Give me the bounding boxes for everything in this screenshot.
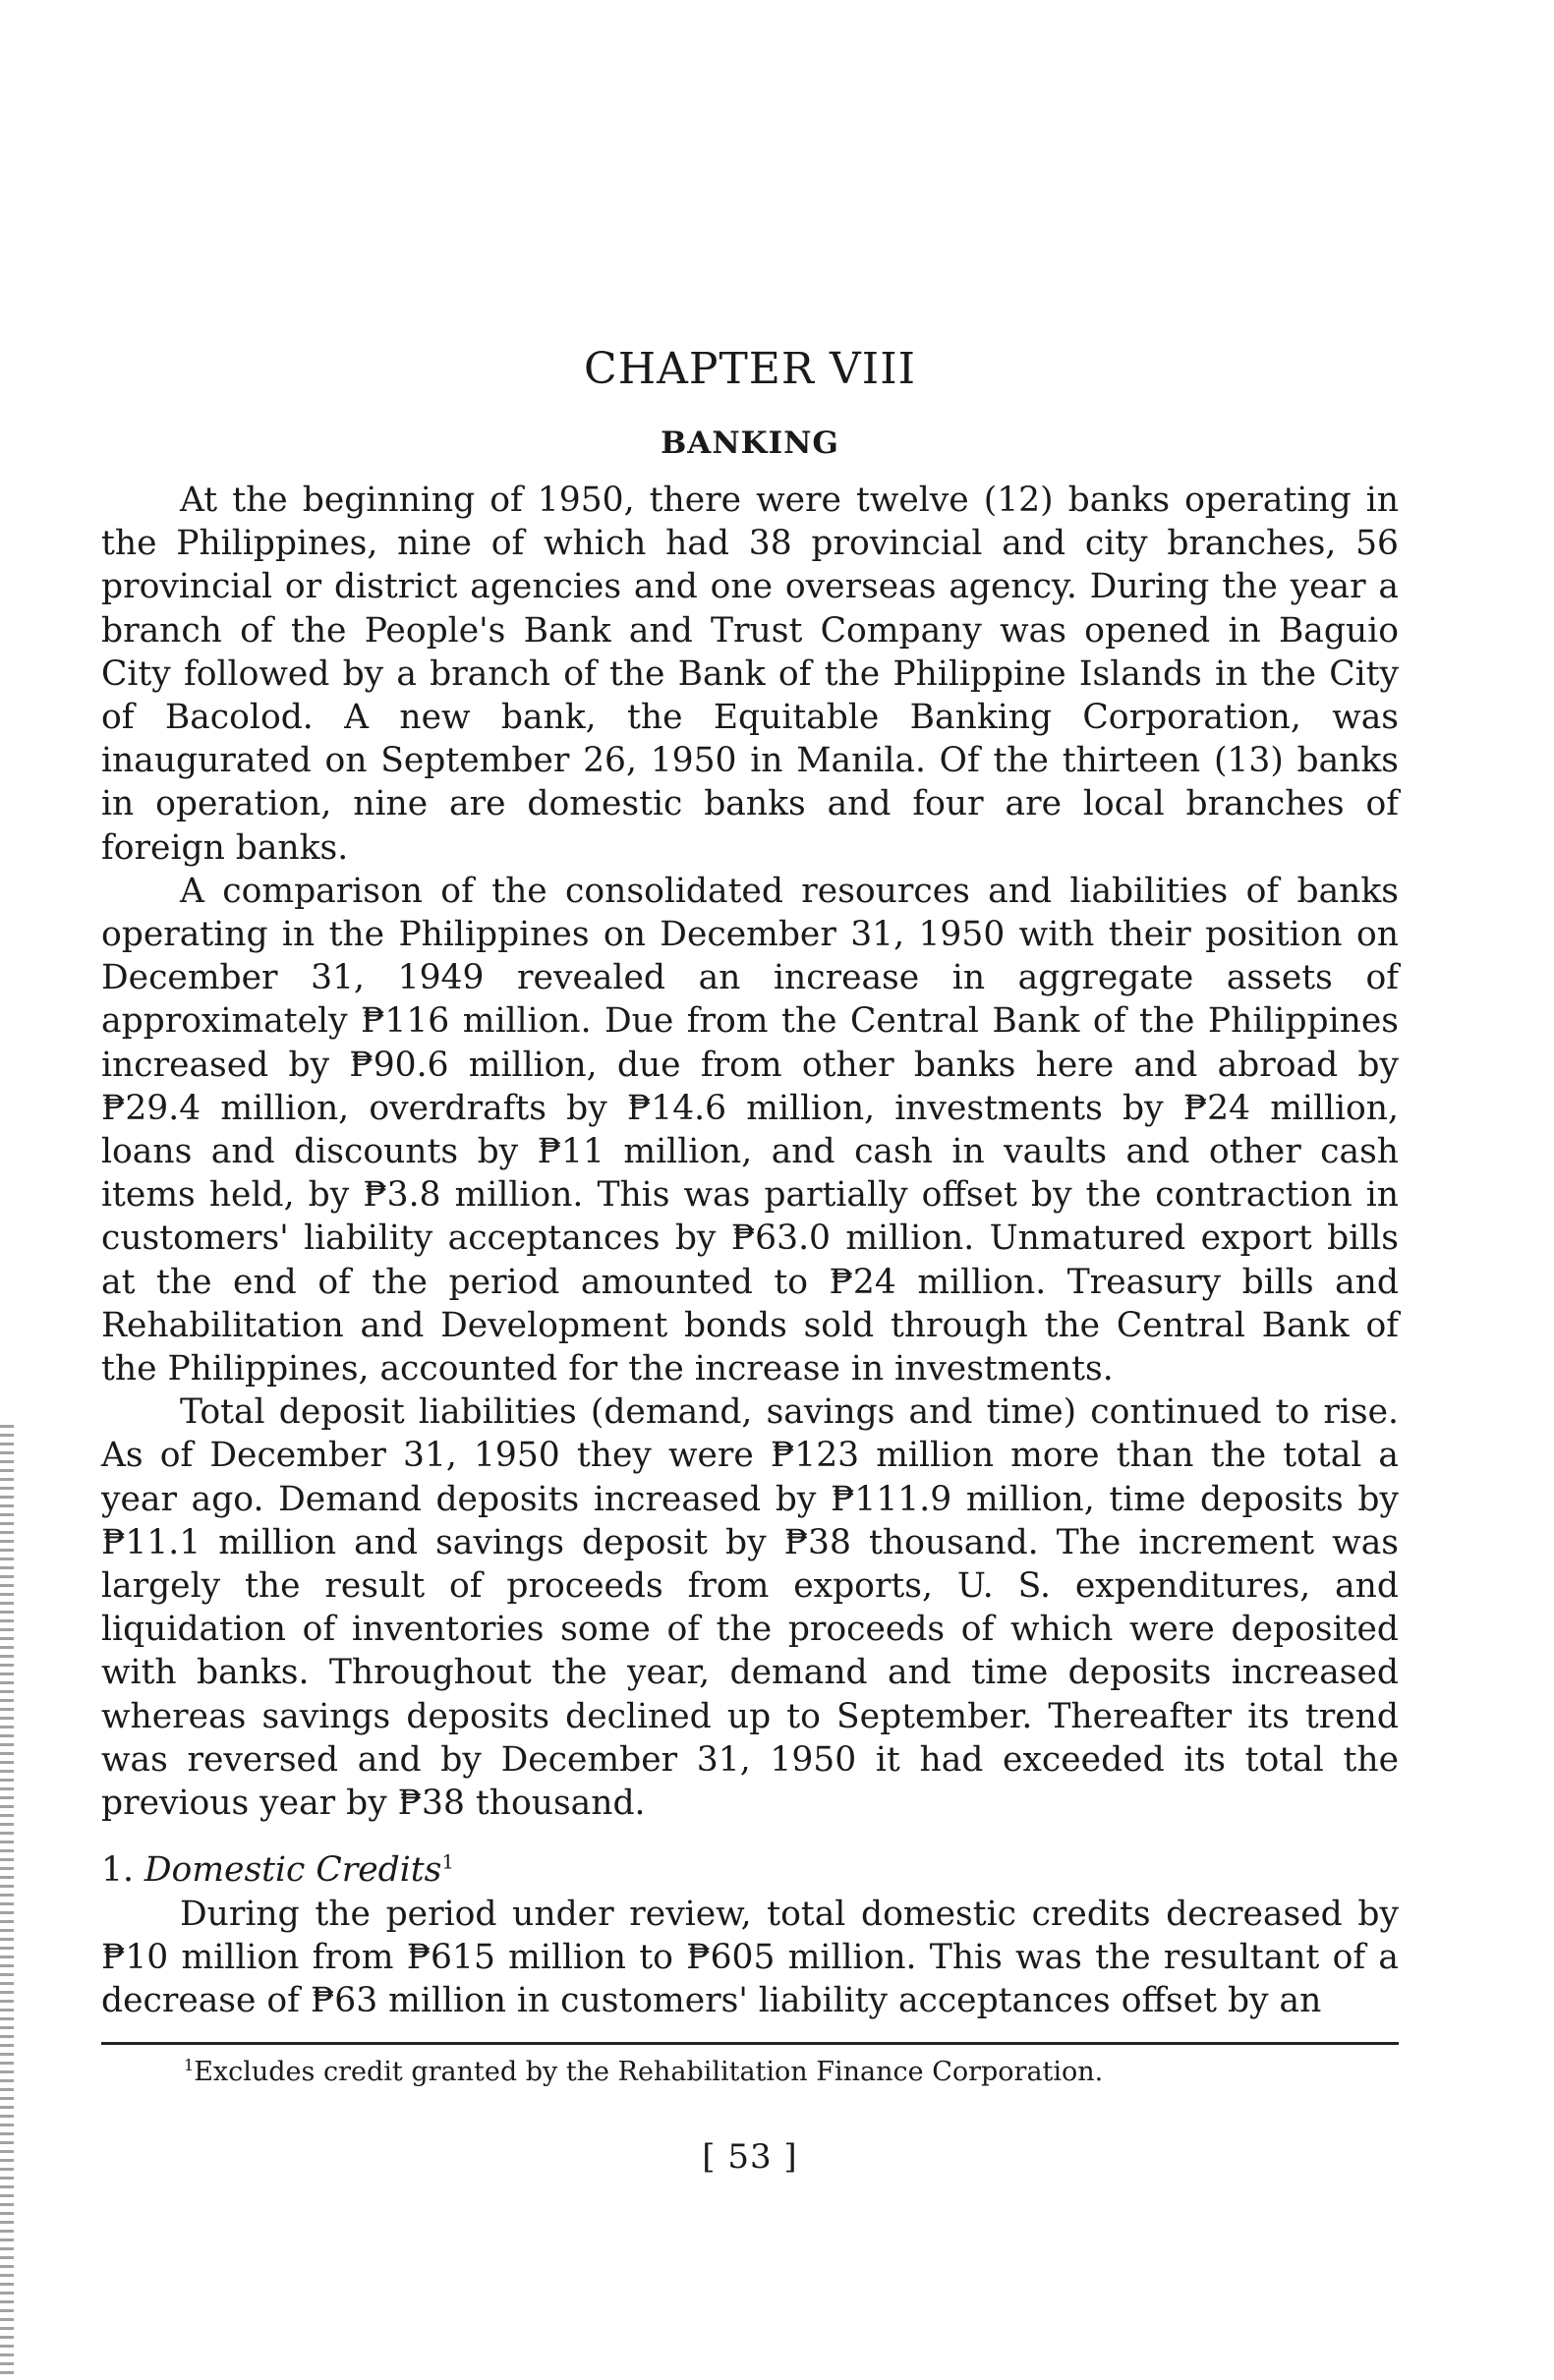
footnote-text: Excludes credit granted by the Rehabilitation Finance Corporation. <box>194 2057 1104 2088</box>
page-binding-edge <box>0 1425 14 2380</box>
paragraph-1: At the beginning of 1950, there were twelve (12) banks operating in the Philippines, nine of which had 38 provincial and city branches, 56 provincial or district agencies and one overseas agency. During the year a branch of the People's Bank and Trust Company was opened in Baguio City followed by a branch of the Bank of the Philippine Islands in the City of Bacolod. A new bank, the Equitable Banking Corporation, was inaugurated on September 26, 1950 in Manila. Of the thirteen (13) banks in operation, nine are domestic banks and four are local branches of foreign banks. <box>101 481 1399 868</box>
section-title: BANKING <box>661 425 839 461</box>
paragraph-3: Total deposit liabilities (demand, savings and time) continued to rise. As of December 31, 1950 they were ₱123 million more than the total a year ago. Demand deposits increased by ₱111.9 million, time deposits by ₱11.1 million and savings deposit by ₱38 thousand. The increment was largely the result of proceeds from exports, U. S. expenditures, and liquidation of inventories some of the proceeds of which were deposited with banks. Throughout the year, demand and time deposits increased whereas savings deposits declined up to September. Thereafter its trend was reversed and by December 31, 1950 it had exceeded its total the previous year by ₱38 thousand. <box>101 1392 1399 1824</box>
chapter-title: CHAPTER VIII <box>584 344 916 394</box>
subsection-number: 1. <box>101 1850 134 1891</box>
footnote <box>101 2055 1399 2090</box>
subsection-footnote-mark: 1 <box>441 1849 455 1874</box>
document-page <box>101 344 1399 2177</box>
footnote-divider <box>101 2042 1399 2045</box>
subsection-title: Domestic Credits <box>144 1850 442 1891</box>
subsection-paragraph: During the period under review, total domestic credits decreased by ₱10 million from ₱615 million to ₱605 million. This was the resultant of a decrease of ₱63 million in customers' liability acceptances offset by an <box>101 1894 1399 2020</box>
page-number: [ 53 ] <box>702 2137 798 2178</box>
paragraph-2: A comparison of the consolidated resources and liabilities of banks operating in the Philippines on December 31, 1950 with their position on December 31, 1949 revealed an increase in aggregate assets of approximately ₱116 million. Due from the Central Bank of the Philippines increased by ₱90.6 million, due from other banks here and abroad by ₱29.4 million, overdrafts by ₱14.6 million, investments by ₱24 million, loans and discounts by ₱11 million, and cash in vaults and other cash items held, by ₱3.8 million. This was partially offset by the contraction in customers' liability acceptances by ₱63.0 million. Unmatured export bills at the end of the period amounted to ₱24 million. Treasury bills and Rehabilitation and Development bonds sold through the Central Bank of the Philippines, accounted for the increase in investments. <box>101 871 1399 1389</box>
footnote-mark: 1 <box>184 2056 195 2075</box>
subsection-heading <box>101 1848 1399 1892</box>
